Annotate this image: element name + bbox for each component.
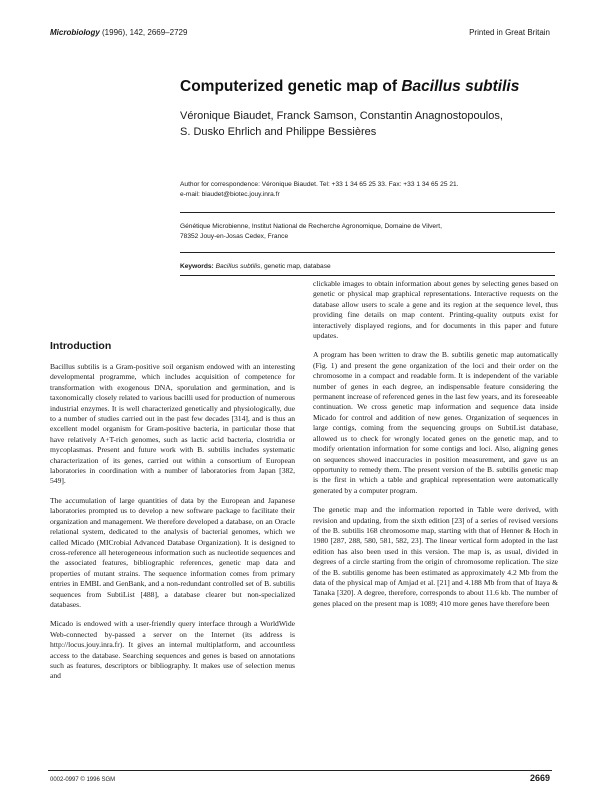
paragraph: A program has been written to draw the B. subtilis genetic map automatically (Fig. 1) and present the gene organization of the loci and their order on the chromosome in a compact and readable form. It is independent of the variable number of genes in each degree, an indispensable feature considering the permanent increase of referenced genes in the last few years, and its foreseeable continuation. We cross genetic map information and sequence data inside Micado for control and addition of new genes. Organization of sequences in large contigs, coming from the sequencing groups on SubtiList database, allowed us to check for wrongly located genes on the genetic map, and to modify orientation information for some contigs and loci. Also, aligning genes on sequences showed inaccuracies in position measurement, and gave us an opportunity to remedy them. The present version of the B. subtilis genetic map is the first in which a table and graphical representation were automatically generated by a computer program. (313, 350, 558, 495)
running-header-left (50, 28, 187, 37)
section-heading-introduction: Introduction (50, 340, 112, 352)
body-column-right (313, 279, 558, 618)
journal-citation: (1996), 142, 2669–2729 (102, 28, 188, 37)
footer-copyright: 0002-0997 © 1996 SGM (50, 777, 116, 783)
paragraph: The genetic map and the information reported in Table were derived, with revision and updating, from the sixth edition [23] of a series of revised versions of the B. subtilis 168 chromosome map, starting with that of Henner & Hoch in 1980 [287, 288, 580, 581, 582, 23]. The linear vertical form adopted in the last edition has also been used in this version. The map is, as usual, divided in degrees of a circle starting from the origin of chromosome replication. The size of the B. subtilis genome has been estimated as approximately 4.2 Mb from the data of the physical map of Amjad et al. [21] and 4.188 Mb from that of Itaya & Tanaka [320]. A degree, therefore, corresponds to about 11.6 kb. The number of genes placed on the present map is 1089; 410 more genes have therefore been (313, 505, 558, 608)
title-prefix: Computerized genetic map of (180, 78, 398, 95)
paragraph: The accumulation of large quantities of data by the European and Japanese laboratories prompted us to develop a new software package to facilitate their organization and management. We therefore developed a database, on an Oracle relational system, dedicated to the analysis of bacterial genomes, which we called Micado (MICrobial Advanced Database Organization). It is designed to cross-reference all heterogeneous information such as nucleotide sequences and the associated features, bibliographic references, genetic map data and properties of mutant strains. The sequence information comes from primary entries in EMBL and GenBank, and a non-redundant controlled set of B. subtilis sequences from SubtiList [488], a database clearer but non-specialized databases. (50, 495, 295, 609)
paragraph: Micado is endowed with a user-friendly query interface through a WorldWide Web-connected by-passed a server on the Internet (its address is http://locus.jouy.inra.fr). It gives an internal multiplatform, and accountless access to the database. Searching sequences and genes is based on annotations such as features, descriptors or bibliography. It makes use of selection menus and (50, 619, 295, 681)
correspondence-block (180, 180, 555, 199)
divider (180, 252, 555, 253)
divider (180, 275, 555, 276)
correspondence-line-1: Author for correspondence: Véronique Biaudet. Tel: +33 1 34 65 25 33. Fax: +33 1 34 65 25 21. (180, 181, 459, 188)
title-organism: Bacillus subtilis (401, 78, 520, 95)
paragraph: Bacillus subtilis is a Gram-positive soil organism endowed with an interesting developmental programme, which includes acquisition of competence for transformation with exogenous DNA, sporulation and germination, and is taxonomically closely related to various bacilli used for production of numerous industrial enzymes. It is well characterized genetically and physiologically, due to a number of studies carried out in the past few decades [314], and is thus an excellent model organism for Gram-positive bacteria, in particular those that have relatively A+T-rich genomes, such as lactic acid bacteria, clostridia or mycoplasmas. Present and future work with B. subtilis includes systematic characterization of its genes, carried out within a consortium of European laboratories in coordination with a number of laboratories from Japan [382, 549]. (50, 362, 295, 486)
page-number: 2669 (529, 773, 550, 783)
affiliation-block (180, 222, 555, 241)
keywords-label: Keywords: (180, 263, 214, 270)
author-line-2: S. Dusko Ehrlich and Philippe Bessières (180, 126, 377, 138)
author-list (180, 108, 550, 140)
keyword-organism: Bacillus subtilis (215, 263, 261, 270)
journal-name: Microbiology (50, 28, 100, 37)
paper-title (180, 78, 560, 96)
affiliation-line-1: Génétique Microbienne, Institut National de Recherche Agronomique, Domaine de Vilvert, (180, 223, 442, 230)
footer-divider (48, 770, 552, 771)
paragraph: clickable images to obtain information about genes by selecting genes based on genetic or physical map graphical representations. Interactive requests on the database allow users to scale a gene and its region at the sequence level, thus providing fine details on map content. Printing-quality outputs exist for interactively displayed regions, and for documents in this paper and future updates. (313, 279, 558, 341)
divider (180, 212, 555, 213)
running-header-right: Printed in Great Britain (469, 28, 550, 37)
affiliation-line-2: 78352 Jouy-en-Josas Cedex, France (180, 232, 289, 240)
body-column-left (50, 362, 295, 691)
keywords-block (180, 262, 555, 272)
keywords-rest: , genetic map, database (260, 263, 331, 270)
author-line-1: Véronique Biaudet, Franck Samson, Constantin Anagnostopoulos, (180, 110, 503, 122)
correspondence-line-2: e-mail: biaudet@biotec.jouy.inra.fr (180, 190, 280, 198)
